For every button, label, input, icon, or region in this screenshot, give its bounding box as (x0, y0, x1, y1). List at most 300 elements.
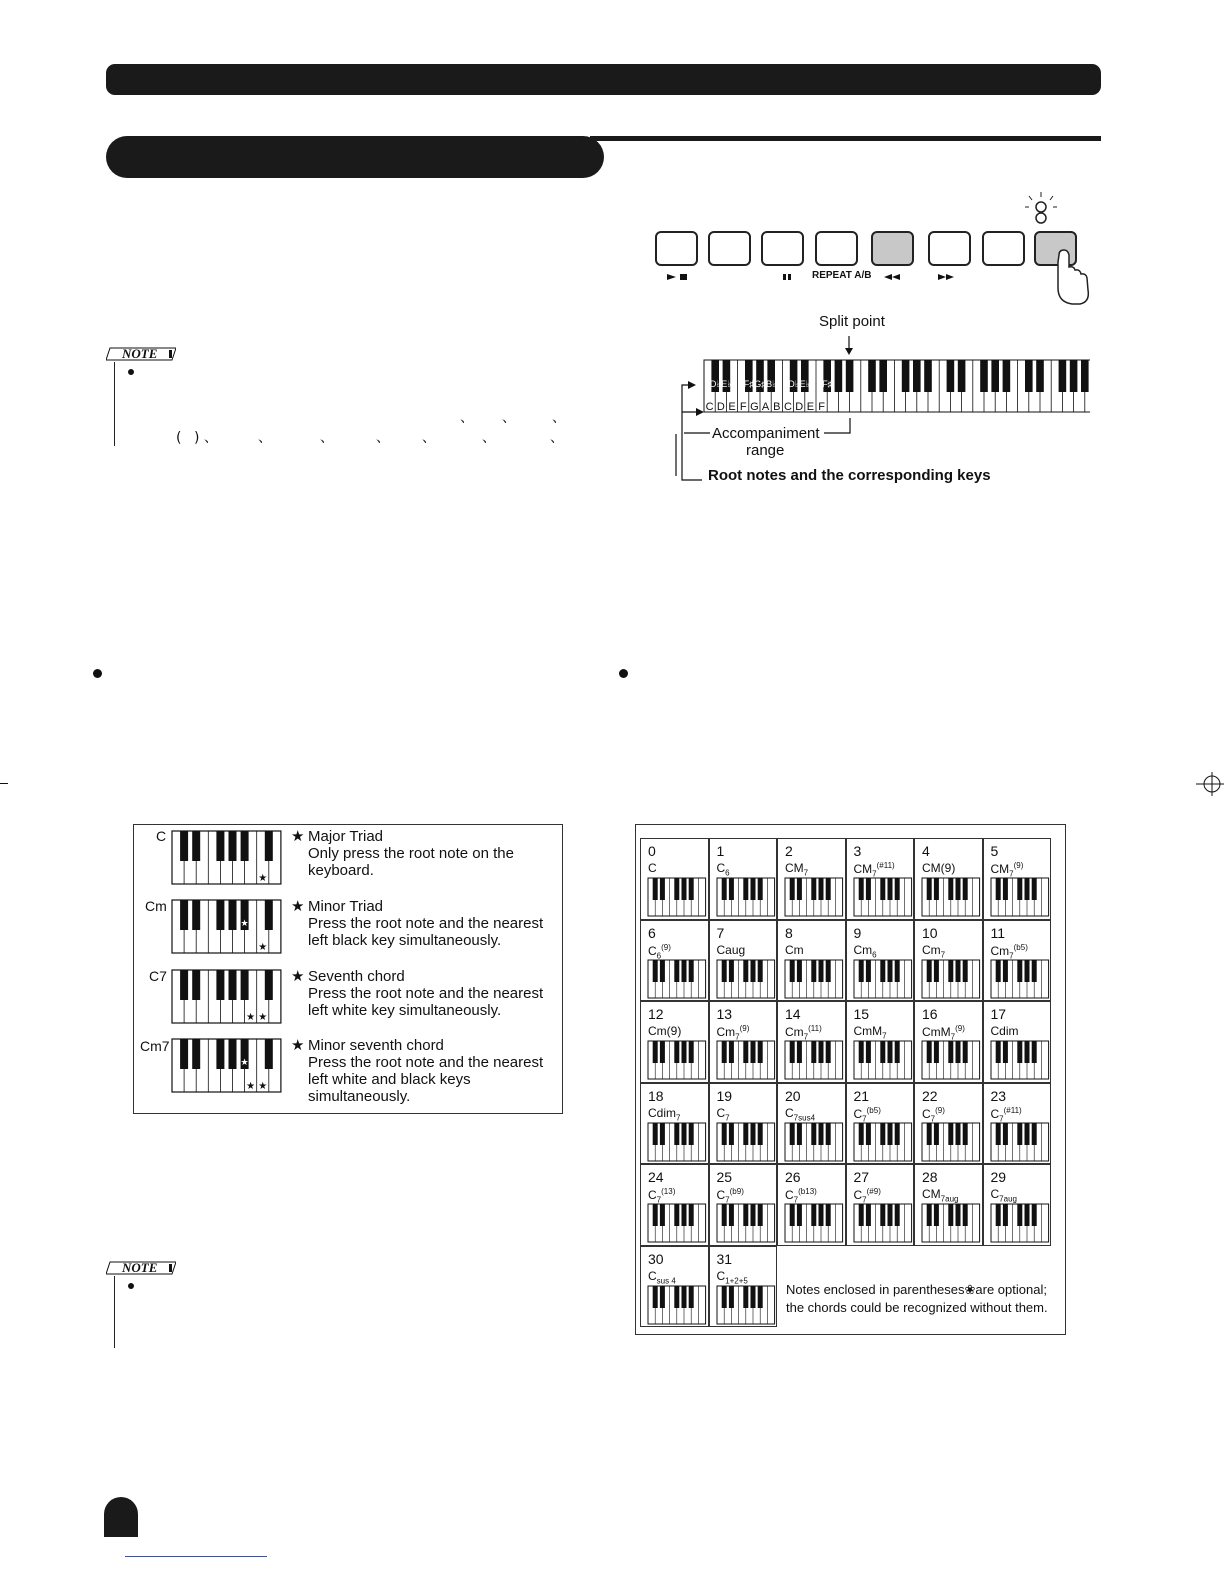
chord-table-note-1: Notes enclosed in parentheses❀are optional; (786, 1282, 1047, 1297)
chord-name: CM(9) (922, 861, 956, 875)
chord-name: $CM_7^{(\#11)}$ (853, 861, 895, 879)
play-stop-icon (667, 274, 687, 280)
black-key (924, 360, 932, 392)
black-key (757, 1041, 762, 1063)
black-key (1036, 360, 1044, 392)
white-key-note: F (818, 401, 825, 413)
chord-mini-keyboard (647, 959, 707, 1001)
black-key (947, 360, 955, 392)
black-key (721, 1286, 726, 1308)
black-key (887, 960, 892, 982)
rewind-button (872, 232, 913, 265)
chord-number: 27 (853, 1169, 870, 1185)
black-key (1059, 360, 1067, 392)
mini-keyboard (172, 1039, 281, 1092)
black-key (995, 1123, 1000, 1145)
chord-mini-keyboard (853, 1203, 913, 1245)
black-key (1002, 1204, 1007, 1226)
chord-name: $C_7^{(13)}$ (648, 1187, 676, 1205)
chord-number: 11 (990, 924, 1006, 941)
black-key (858, 878, 863, 900)
chord-mini-keyboard (990, 1040, 1050, 1082)
black-key (868, 360, 876, 392)
black-key (653, 1286, 658, 1308)
chord-mini-keyboard (716, 1122, 776, 1164)
black-key (721, 960, 726, 982)
black-key (865, 960, 870, 982)
black-key (927, 1123, 932, 1145)
white-key-note: D (716, 401, 725, 413)
accomp-range-label-1: Accompaniment (712, 425, 820, 442)
chord-name: $C_7^{(b13)}$ (785, 1187, 817, 1205)
chord-name: CmM$_7^{(9)}$ (922, 1024, 965, 1042)
black-key (865, 1204, 870, 1226)
chord-cell (777, 1001, 846, 1083)
black-key (660, 960, 665, 982)
chord-name: $Cm_7^{(11)}$ (785, 1024, 822, 1042)
black-key (682, 960, 687, 982)
note-punctuation-marks (120, 412, 580, 447)
black-key (790, 1041, 795, 1063)
black-key (216, 831, 224, 861)
black-key (743, 1123, 748, 1145)
fast-forward-button (929, 232, 970, 265)
black-key (887, 1041, 892, 1063)
black-key (934, 878, 939, 900)
chord-number: 24 (648, 1169, 664, 1185)
black-key (682, 1286, 687, 1308)
chord-mini-keyboard (784, 1040, 844, 1082)
white-key-note: D (795, 401, 804, 413)
chord-number: 7 (716, 924, 725, 941)
black-key (879, 360, 887, 392)
black-key (689, 960, 694, 982)
black-key (790, 878, 795, 900)
chord-label-cm: Cm (145, 898, 167, 914)
svg-text:、: 、 (482, 430, 496, 446)
black-key (995, 1041, 1000, 1063)
chord-cell (777, 920, 846, 1002)
chord-name: $C_7$ (716, 1105, 730, 1122)
chord-title-seventh: Seventh chord (308, 968, 405, 985)
black-key (927, 960, 932, 982)
black-key (750, 960, 755, 982)
chord-mini-keyboard (716, 1203, 776, 1245)
chord-number: 6 (648, 924, 656, 941)
accomp-button (1035, 232, 1076, 265)
chord-number: 14 (785, 1006, 801, 1022)
black-key-note: F♯ (822, 379, 833, 389)
chord-mini-keyboard (853, 959, 913, 1001)
black-key (757, 1123, 762, 1145)
black-key (660, 1204, 665, 1226)
chord-cell (709, 920, 778, 1002)
play-stop-button (656, 232, 697, 265)
black-key (192, 970, 200, 1000)
svg-text:、: 、 (552, 412, 566, 426)
black-key (1031, 1204, 1036, 1226)
chord-mini-keyboard (853, 877, 913, 919)
black-key (743, 1286, 748, 1308)
black-key (865, 1041, 870, 1063)
black-key (819, 1204, 824, 1226)
chord-name: $Cm_7$ (922, 942, 946, 959)
chord-number: 5 (990, 843, 999, 859)
chord-label-c: C (156, 828, 167, 844)
chord-name: Cm (785, 942, 804, 957)
chord-cell (914, 838, 983, 920)
black-key (192, 900, 200, 930)
black-key (948, 878, 953, 900)
chord-number: 30 (648, 1250, 664, 1267)
chord-number: 8 (785, 924, 793, 941)
svg-text:、: 、 (422, 430, 436, 446)
black-key (180, 900, 188, 930)
black-key (995, 1204, 1000, 1226)
black-key (180, 1039, 188, 1069)
section-rule (590, 136, 1101, 141)
bullet-left (93, 669, 102, 678)
black-key (1002, 1123, 1007, 1145)
black-key (229, 970, 237, 1000)
black-key (797, 1041, 802, 1063)
black-key (835, 360, 843, 392)
chord-cell (640, 920, 709, 1002)
note-rule-2 (114, 1276, 115, 1348)
black-key (811, 878, 816, 900)
black-key (1025, 360, 1033, 392)
black-key (887, 878, 892, 900)
black-key (819, 960, 824, 982)
black-key-note: F♯ (743, 379, 754, 389)
black-key (728, 1041, 733, 1063)
chord-cell (914, 1001, 983, 1083)
black-key (216, 970, 224, 1000)
black-key (797, 878, 802, 900)
black-key (674, 1286, 679, 1308)
black-key (980, 360, 988, 392)
chord-name: $C_7^{(\#11)}$ (990, 1105, 1022, 1123)
split-keyboard (704, 360, 1090, 413)
black-key (1081, 360, 1089, 392)
black-key (880, 878, 885, 900)
bottom-rule (125, 1556, 267, 1557)
white-key-note: E (806, 401, 815, 413)
black-key-note: E♭ (799, 379, 810, 389)
chord-title-minor: Minor Triad (308, 898, 384, 915)
chord-name: $CM_{7aug}$ (922, 1187, 959, 1204)
chord-name: $C_7^{(\#9)}$ (853, 1187, 881, 1205)
black-key (811, 960, 816, 982)
chord-number: 23 (990, 1087, 1007, 1104)
black-key (674, 1123, 679, 1145)
black-key (826, 1041, 831, 1063)
chord-table-grid (640, 838, 1051, 1327)
chord-cell (640, 1246, 709, 1328)
black-key (1024, 960, 1029, 982)
registration-mark (1196, 772, 1224, 796)
black-key (865, 878, 870, 900)
black-key (934, 960, 939, 982)
black-key (846, 360, 854, 392)
header-bar (106, 64, 1101, 95)
black-key (956, 960, 961, 982)
black-key (229, 831, 237, 861)
black-key (865, 1123, 870, 1145)
black-key (948, 1041, 953, 1063)
chord-name: $C_7^{(b5)}$ (853, 1105, 881, 1123)
chord-desc-minor-seventh (291, 1037, 544, 1105)
black-key (811, 1204, 816, 1226)
chord-cell (640, 1164, 709, 1246)
section-title-pill (106, 136, 604, 178)
black-key (682, 1204, 687, 1226)
black-key (934, 1204, 939, 1226)
black-key (721, 878, 726, 900)
chord-number: 21 (853, 1087, 870, 1104)
chord-cell (983, 1083, 1052, 1165)
chord-number: 31 (716, 1250, 733, 1267)
black-key (192, 831, 200, 861)
chord-desc-line: keyboard. (308, 862, 374, 879)
black-key (880, 960, 885, 982)
chord-mini-keyboard (853, 1122, 913, 1164)
black-key (728, 960, 733, 982)
chord-cell (709, 1083, 778, 1165)
black-key (660, 878, 665, 900)
star-icon: ★ (291, 1037, 305, 1054)
chord-desc-line: Press the root note and the nearest (308, 1054, 544, 1071)
chord-cell (709, 1246, 778, 1328)
black-key (958, 360, 966, 392)
chord-mini-keyboard (647, 1040, 707, 1082)
black-key (858, 1123, 863, 1145)
chord-number: 12 (648, 1006, 664, 1022)
black-key (790, 1204, 795, 1226)
black-key (995, 960, 1000, 982)
black-key (653, 1123, 658, 1145)
chord-cell (846, 838, 915, 920)
star-marker: ★ (240, 1057, 249, 1067)
chord-name: $C_{1+2+5}$ (716, 1268, 748, 1285)
black-key (819, 1123, 824, 1145)
chord-mini-keyboard (716, 959, 776, 1001)
black-key (750, 1204, 755, 1226)
chord-mini-keyboard (647, 1122, 707, 1164)
black-key (180, 970, 188, 1000)
chord-number: 17 (990, 1006, 1007, 1022)
chord-cell (640, 1001, 709, 1083)
star-marker: ★ (258, 942, 268, 953)
chord-mini-keyboard (990, 877, 1050, 919)
chord-cell (914, 1083, 983, 1165)
chord-mini-keyboard (716, 1040, 776, 1082)
black-key (757, 960, 762, 982)
black-key (797, 1204, 802, 1226)
black-key (956, 1041, 961, 1063)
black-key (721, 1041, 726, 1063)
chord-name: Cm(9) (648, 1024, 682, 1038)
black-key (689, 1286, 694, 1308)
star-icon: ★ (291, 828, 305, 845)
chord-name: C (648, 861, 657, 875)
chord-mini-keyboard (716, 1285, 776, 1327)
pause-button (762, 232, 803, 265)
chord-table-note-2: the chords could be recognized without them. (786, 1300, 1048, 1315)
page-number-tab (104, 1497, 138, 1537)
star-marker: ★ (258, 1081, 268, 1092)
chord-cell (640, 1083, 709, 1165)
black-key (265, 831, 273, 861)
chord-cell (777, 1083, 846, 1165)
chord-cell (846, 1001, 915, 1083)
black-key (743, 960, 748, 982)
chord-mini-keyboard (784, 877, 844, 919)
black-key (674, 960, 679, 982)
chord-desc-line: Press the root note and the nearest (308, 915, 544, 932)
black-key (797, 960, 802, 982)
black-key-note: B♭ (766, 379, 777, 389)
svg-text:、: 、 (502, 412, 516, 426)
chord-number: 16 (922, 1006, 938, 1022)
black-key (1002, 1041, 1007, 1063)
chord-title-minor-seventh: Minor seventh chord (308, 1037, 444, 1054)
black-key (927, 878, 932, 900)
black-key (728, 878, 733, 900)
chord-name: $Cm_7^{(9)}$ (716, 1024, 750, 1042)
black-key (826, 960, 831, 982)
black-key (887, 1204, 892, 1226)
black-key (1031, 1123, 1036, 1145)
black-key (229, 900, 237, 930)
black-key (927, 1041, 932, 1063)
black-key (750, 1123, 755, 1145)
black-key (653, 1041, 658, 1063)
black-key (682, 1123, 687, 1145)
white-key-note: E (728, 401, 736, 413)
black-key (674, 1204, 679, 1226)
star-marker: ★ (246, 1081, 256, 1092)
split-point-label: Split point (819, 313, 885, 330)
note-bullet-2 (128, 1283, 134, 1289)
black-key (797, 1123, 802, 1145)
black-key (948, 1123, 953, 1145)
black-key (750, 1041, 755, 1063)
black-key (956, 878, 961, 900)
black-key (728, 1204, 733, 1226)
svg-text:、: 、 (460, 412, 474, 426)
black-key (1017, 1041, 1022, 1063)
white-key-note: A (761, 401, 770, 413)
white-key-note: C (784, 401, 792, 413)
panel-button-2 (709, 232, 750, 265)
chord-cell (709, 1164, 778, 1246)
panel-button-7 (983, 232, 1024, 265)
mini-keyboard (172, 970, 281, 1023)
black-key (265, 1039, 273, 1069)
chord-cell (983, 838, 1052, 920)
split-keyboard-diagram (670, 330, 1090, 490)
chord-name: Cdim (990, 1024, 1019, 1038)
repeat-ab-label: REPEAT A/B (812, 270, 872, 281)
chord-name: $Cm_6$ (853, 942, 877, 959)
fast-forward-icon (938, 274, 954, 280)
black-key (880, 1041, 885, 1063)
accomp-range-label-2: range (746, 442, 785, 459)
chord-mini-keyboard (990, 959, 1050, 1001)
black-key (880, 1123, 885, 1145)
black-key (192, 1039, 200, 1069)
chord-mini-keyboard (784, 1203, 844, 1245)
black-key (216, 1039, 224, 1069)
black-key (858, 1041, 863, 1063)
panel-buttons-illustration (640, 180, 1100, 310)
black-key (265, 970, 273, 1000)
chord-number: 13 (716, 1006, 733, 1022)
chord-name: $C_{7aug}$ (990, 1187, 1017, 1204)
black-key (265, 900, 273, 930)
black-key (894, 1123, 899, 1145)
chord-mini-keyboard (647, 1203, 707, 1245)
chord-desc-major (291, 828, 514, 879)
white-key-note: G (750, 401, 759, 413)
chord-title-major: Major Triad (308, 828, 384, 845)
chord-cell (709, 838, 778, 920)
chord-mini-keyboard (921, 1203, 981, 1245)
chord-name: $CM_7^{(9)}$ (990, 861, 1024, 879)
chord-number: 10 (922, 924, 938, 941)
black-key (1024, 1123, 1029, 1145)
crop-mark-left (0, 783, 8, 784)
black-key (934, 1123, 939, 1145)
chord-number: 3 (853, 843, 862, 859)
black-key (660, 1286, 665, 1308)
black-key (653, 960, 658, 982)
chord-name: $C_{sus 4}$ (648, 1268, 676, 1285)
svg-text:、: 、 (320, 430, 334, 446)
chord-number: 18 (648, 1087, 664, 1104)
star-marker: ★ (246, 1012, 256, 1023)
svg-text:、: 、 (258, 430, 272, 446)
black-key (1002, 878, 1007, 900)
chord-cell (846, 920, 915, 1002)
black-key (1002, 960, 1007, 982)
svg-text:(: ( (176, 430, 182, 446)
rewind-icon (884, 274, 900, 280)
star-marker: ★ (240, 918, 249, 928)
black-key (660, 1041, 665, 1063)
chord-name: $CM_7$ (785, 861, 809, 878)
black-key (1031, 878, 1036, 900)
note-label-2: NOTE (122, 1260, 158, 1275)
chord-cell (846, 1083, 915, 1165)
black-key (811, 1041, 816, 1063)
chord-mini-keyboard (784, 1122, 844, 1164)
white-key-note: B (773, 401, 781, 413)
black-key (721, 1204, 726, 1226)
black-key (963, 1204, 968, 1226)
bullet-right (619, 669, 628, 678)
chord-cell (777, 838, 846, 920)
chord-mini-keyboard (921, 959, 981, 1001)
black-key (894, 878, 899, 900)
star-marker: ★ (258, 873, 268, 884)
black-key (743, 1041, 748, 1063)
black-key (757, 1286, 762, 1308)
black-key (956, 1123, 961, 1145)
chord-label-cm7: Cm7 (140, 1038, 170, 1054)
black-key (1024, 1204, 1029, 1226)
